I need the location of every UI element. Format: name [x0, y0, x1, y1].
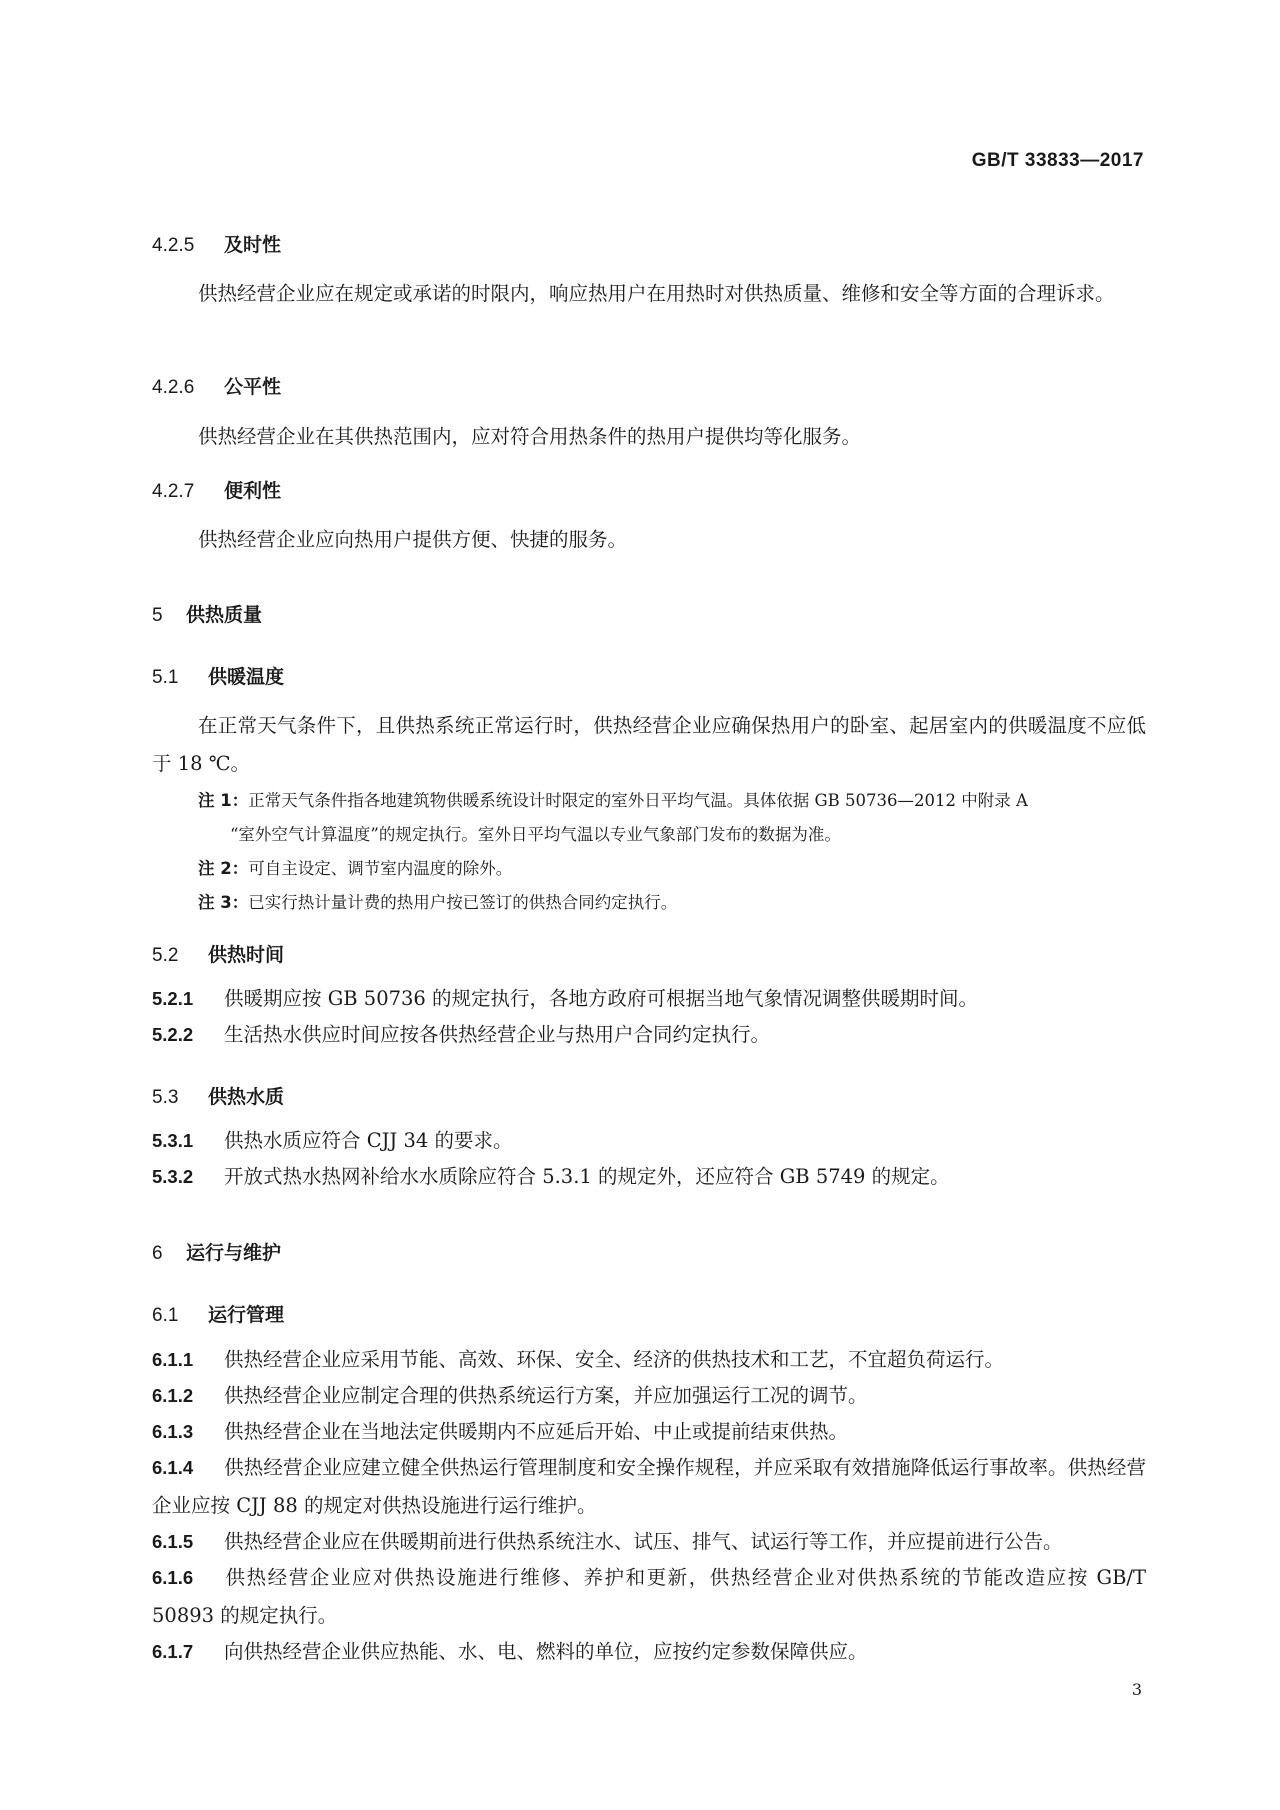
clause-5-2-2: [152, 1016, 1146, 1054]
clause-text: 供热经营企业应建立健全供热运行管理制度和安全操作规程，并应采取有效措施降低运行事故率。供热经营企业应按 CJJ 88 的规定对供热设施进行运行维护。: [152, 1456, 1146, 1517]
heading-4-2-6: [152, 372, 281, 399]
section-number: 4.2.7: [152, 481, 195, 502]
note-3: [198, 886, 1146, 920]
heading-6: [152, 1238, 281, 1265]
heading-5-2: [152, 940, 284, 967]
section-title: 运行与维护: [186, 1242, 282, 1264]
paragraph-4-2-7: 供热经营企业应向热用户提供方便、快捷的服务。: [198, 528, 628, 551]
note-tag: 注 3：: [198, 893, 249, 912]
note-text: 已实行热计量计费的热用户按已签订的供热合同约定执行。: [248, 893, 678, 912]
paragraph-4-2-5: 供热经营企业应在规定或承诺的时限内，响应热用户在用热时对供热质量、维修和安全等方面的合理诉求。: [198, 282, 1115, 305]
clause-6-1-4: [152, 1449, 1146, 1525]
section-title: 运行管理: [208, 1304, 285, 1326]
heading-4-2-7: [152, 476, 281, 503]
section-title: 供热水质: [208, 1086, 285, 1108]
clause-6-1-5: [152, 1523, 1146, 1561]
clause-number: 6.1.2: [152, 1385, 194, 1406]
section-title: 供热时间: [208, 944, 285, 966]
section-number: 4.2.6: [152, 377, 195, 398]
note-text-continued: “室外空气计算温度”的规定执行。室外日平均气温以专业气象部门发布的数据为准。: [230, 825, 841, 844]
note-2: [198, 852, 1146, 886]
heading-4-2-5: [152, 230, 281, 257]
clause-6-1-2: [152, 1377, 1146, 1415]
heading-5: [152, 600, 262, 627]
clause-number: 6.1.6: [152, 1567, 194, 1588]
note-tag: 注 1：: [198, 791, 249, 810]
note-text: 可自主设定、调节室内温度的除外。: [248, 859, 513, 878]
clause-6-1-3: [152, 1413, 1146, 1451]
clause-6-1-6: [152, 1559, 1146, 1635]
clause-6-1-7: [152, 1633, 1146, 1671]
clause-5-3-2: [152, 1158, 1146, 1196]
clause-number: 5.2.1: [152, 988, 194, 1009]
section-number: 6: [152, 1243, 163, 1264]
clause-5-3-1: [152, 1122, 1146, 1160]
clause-number: 6.1.4: [152, 1457, 194, 1478]
section-number: 4.2.5: [152, 235, 195, 256]
clause-text: 供暖期应按 GB 50736 的规定执行，各地方政府可根据当地气象情况调整供暖期时间。: [224, 987, 979, 1010]
heading-5-3: [152, 1082, 284, 1109]
paragraph-5-1: 在正常天气条件下，且供热系统正常运行时，供热经营企业应确保热用户的卧室、起居室内的供暖温度不应低于 18 ℃。: [152, 714, 1146, 775]
section-title: 供热质量: [186, 604, 263, 626]
section-title: 便利性: [224, 480, 282, 502]
clause-text: 生活热水供应时间应按各供热经营企业与热用户合同约定执行。: [224, 1023, 771, 1046]
clause-number: 5.2.2: [152, 1024, 194, 1045]
clause-number: 6.1.7: [152, 1641, 194, 1662]
section-number: 5: [152, 605, 163, 626]
clause-5-2-1: [152, 980, 1146, 1018]
standard-number: GB/T 33833—2017: [971, 150, 1144, 171]
section-title: 及时性: [224, 234, 282, 256]
clause-text: 供热经营企业应在供暖期前进行供热系统注水、试压、排气、试运行等工作，并应提前进行公告。: [224, 1530, 1063, 1553]
clause-text: 向供热经营企业供应热能、水、电、燃料的单位，应按约定参数保障供应。: [224, 1640, 868, 1663]
clause-number: 6.1.5: [152, 1531, 194, 1552]
clause-text: 开放式热水热网补给水水质除应符合 5.3.1 的规定外，还应符合 GB 5749 的规定。: [224, 1165, 950, 1188]
note-1: [198, 784, 1146, 852]
clause-text: 供热经营企业应采用节能、高效、环保、安全、经济的供热技术和工艺，不宜超负荷运行。: [224, 1348, 1005, 1371]
page-number: 3: [1131, 1680, 1142, 1699]
section-title: 供暖温度: [208, 666, 285, 688]
clause-text: 供热经营企业应对供热设施进行维修、养护和更新，供热经营企业对供热系统的节能改造应按 GB/T 50893 的规定执行。: [152, 1566, 1146, 1627]
section-number: 5.3: [152, 1087, 179, 1108]
clause-number: 6.1.3: [152, 1421, 194, 1442]
clause-text: 供热水质应符合 CJJ 34 的要求。: [224, 1129, 513, 1152]
clause-number: 5.3.1: [152, 1130, 194, 1151]
clause-6-1-1: [152, 1341, 1146, 1379]
paragraph-4-2-6: 供热经营企业在其供热范围内，应对符合用热条件的热用户提供均等化服务。: [198, 425, 862, 448]
clause-number: 5.3.2: [152, 1166, 194, 1187]
heading-6-1: [152, 1300, 284, 1327]
clause-number: 6.1.1: [152, 1349, 194, 1370]
clause-text: 供热经营企业在当地法定供暖期内不应延后开始、中止或提前结束供热。: [224, 1420, 849, 1443]
section-number: 6.1: [152, 1305, 179, 1326]
section-number: 5.2: [152, 945, 179, 966]
heading-5-1: [152, 662, 284, 689]
section-title: 公平性: [224, 376, 282, 398]
note-text: 正常天气条件指各地建筑物供暖系统设计时限定的室外日平均气温。具体依据 GB 50736—2012 中附录 A: [248, 791, 1028, 810]
clause-text: 供热经营企业应制定合理的供热系统运行方案，并应加强运行工况的调节。: [224, 1384, 868, 1407]
section-number: 5.1: [152, 667, 179, 688]
note-tag: 注 2：: [198, 859, 249, 878]
